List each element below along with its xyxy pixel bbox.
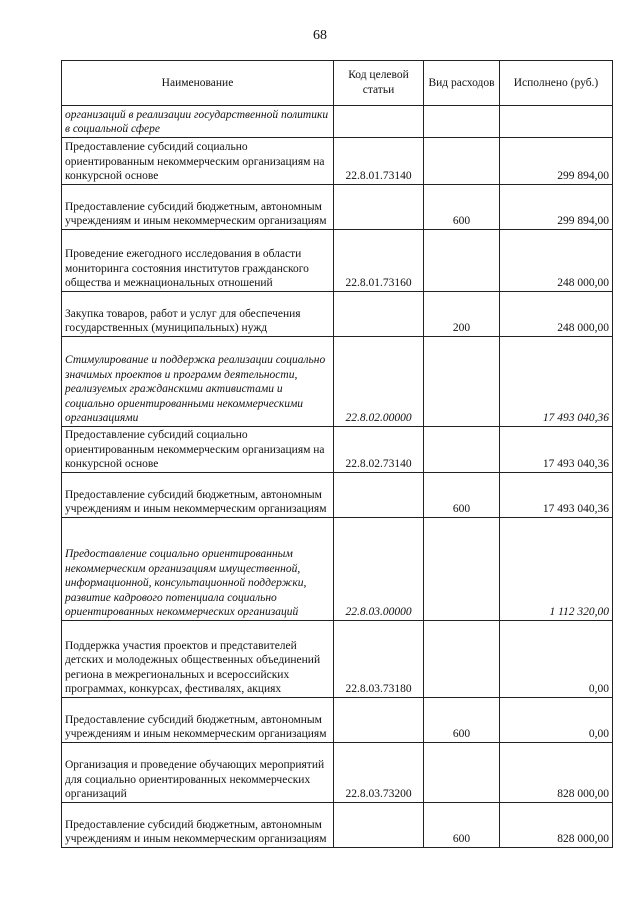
row-type: 600 [424, 473, 500, 518]
row-name: Поддержка участия проектов и представителей детских и молодежных общественных объединений региона в межрегиональных и всероссийских программах, конкурсах, фестивалях, акциях [62, 621, 334, 698]
row-amount: 828 000,00 [500, 803, 613, 848]
row-name: Предоставление субсидий социально ориентированным некоммерческим организациям на конкурсной основе [62, 427, 334, 473]
row-name: Стимулирование и поддержка реализации социально значимых проектов и программ деятельности, реализуемых гражданскими активистами и социально ориентированными некоммерческими организациями [62, 337, 334, 427]
row-code [334, 698, 424, 743]
row-code: 22.8.03.73200 [334, 743, 424, 803]
row-name: Предоставление субсидий социально ориентированным некоммерческим организациям на конкурсной основе [62, 138, 334, 185]
row-type [424, 621, 500, 698]
table-row [62, 518, 613, 621]
row-code: 22.8.01.73160 [334, 230, 424, 292]
row-name: Предоставление субсидий бюджетным, автономным учреждениям и иным некоммерческим организациям [62, 185, 334, 230]
row-name: организаций в реализации государственной политики в социальной сфере [62, 106, 334, 138]
row-code [334, 106, 424, 138]
table-row [62, 230, 613, 292]
row-type [424, 427, 500, 473]
row-amount: 17 493 040,36 [500, 473, 613, 518]
header-type: Вид расходов [424, 61, 500, 106]
row-type: 600 [424, 803, 500, 848]
row-code: 22.8.03.00000 [334, 518, 424, 621]
row-amount: 299 894,00 [500, 185, 613, 230]
row-type [424, 230, 500, 292]
header-amount: Исполнено (руб.) [500, 61, 613, 106]
table-row [62, 743, 613, 803]
row-amount: 1 112 320,00 [500, 518, 613, 621]
row-type: 600 [424, 185, 500, 230]
table-row [62, 292, 613, 337]
row-code [334, 803, 424, 848]
row-amount: 299 894,00 [500, 138, 613, 185]
budget-table [61, 60, 613, 848]
table-row [62, 427, 613, 473]
table-row [62, 138, 613, 185]
row-code: 22.8.02.00000 [334, 337, 424, 427]
table-header-row [62, 61, 613, 106]
row-name: Предоставление социально ориентированным некоммерческим организациям имущественной, информационной, консультационной поддержки, развитие кадрового потенциала социально ориентированных некоммерческих организаций [62, 518, 334, 621]
row-amount: 17 493 040,36 [500, 337, 613, 427]
row-type: 200 [424, 292, 500, 337]
row-code [334, 292, 424, 337]
table-row [62, 803, 613, 848]
row-amount: 0,00 [500, 698, 613, 743]
table-row [62, 698, 613, 743]
row-type [424, 337, 500, 427]
header-name: Наименование [62, 61, 334, 106]
row-name: Предоставление субсидий бюджетным, автономным учреждениям и иным некоммерческим организациям [62, 803, 334, 848]
row-code [334, 185, 424, 230]
row-name: Предоставление субсидий бюджетным, автономным учреждениям и иным некоммерческим организациям [62, 698, 334, 743]
row-type [424, 518, 500, 621]
row-type [424, 106, 500, 138]
row-name: Проведение ежегодного исследования в области мониторинга состояния институтов гражданского общества и межнациональных отношений [62, 230, 334, 292]
row-type [424, 743, 500, 803]
row-amount: 828 000,00 [500, 743, 613, 803]
row-name: Предоставление субсидий бюджетным, автономным учреждениям и иным некоммерческим организациям [62, 473, 334, 518]
row-name: Закупка товаров, работ и услуг для обеспечения государственных (муниципальных) нужд [62, 292, 334, 337]
row-amount: 248 000,00 [500, 292, 613, 337]
row-code: 22.8.02.73140 [334, 427, 424, 473]
table-row [62, 106, 613, 138]
table-row [62, 185, 613, 230]
row-type [424, 138, 500, 185]
table-row [62, 337, 613, 427]
row-code: 22.8.01.73140 [334, 138, 424, 185]
table-row [62, 621, 613, 698]
row-amount: 248 000,00 [500, 230, 613, 292]
row-amount: 0,00 [500, 621, 613, 698]
row-code: 22.8.03.73180 [334, 621, 424, 698]
row-type: 600 [424, 698, 500, 743]
row-amount [500, 106, 613, 138]
table-row [62, 473, 613, 518]
row-amount: 17 493 040,36 [500, 427, 613, 473]
row-name: Организация и проведение обучающих мероприятий для социально ориентированных некоммерческих организаций [62, 743, 334, 803]
page-number: 68 [313, 28, 327, 43]
header-code: Код целевой статьи [334, 61, 424, 106]
row-code [334, 473, 424, 518]
